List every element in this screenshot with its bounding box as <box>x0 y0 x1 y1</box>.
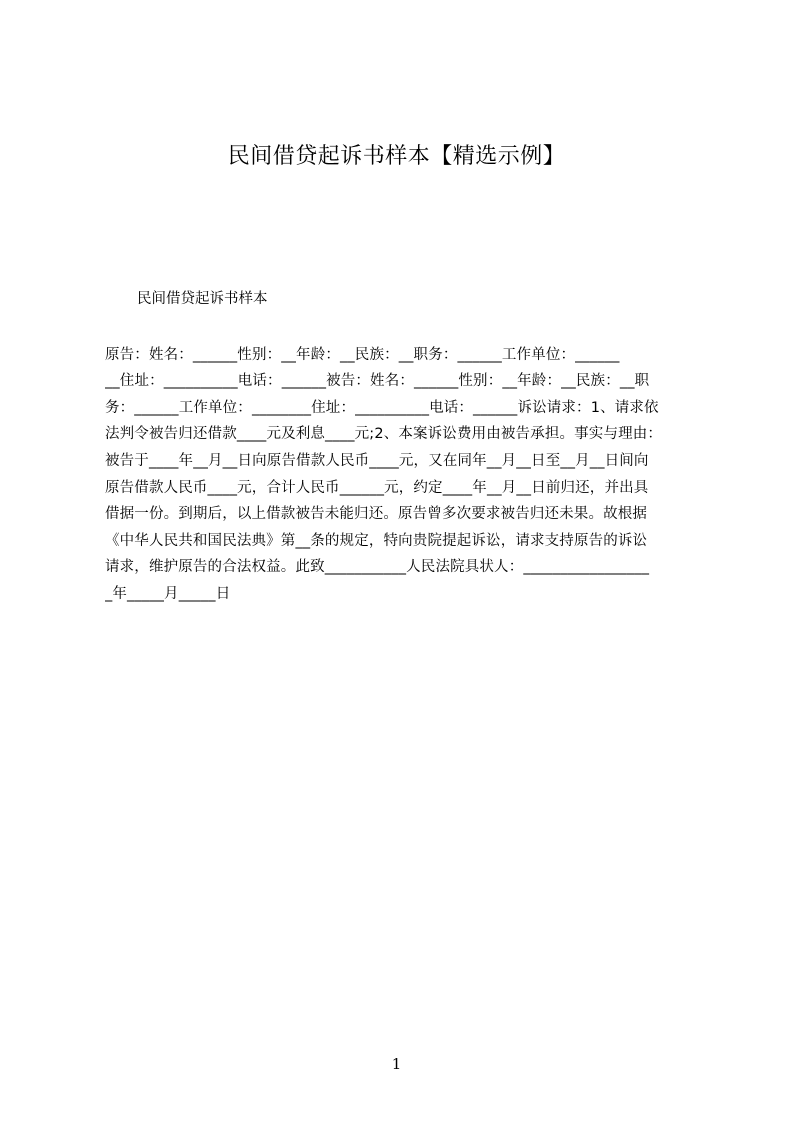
body-line: __住址：__________电话：______被告：姓名：______性别：__年龄：__民族：__职 <box>105 373 650 389</box>
body-line: 借据一份。到期后，以上借款被告未能归还。原告曾多次要求被告归还未果。故根据 <box>105 506 648 522</box>
body-line: _年_____月_____日 <box>105 586 231 602</box>
document-title: 民间借贷起诉书样本【精选示例】 <box>227 144 566 169</box>
document-subtitle: 民间借贷起诉书样本 <box>137 291 268 307</box>
page-number: 1 <box>391 1055 402 1073</box>
body-line: 法判令被告归还借款____元及利息____元;2、本案诉讼费用由被告承担。事实与理由： <box>105 426 663 442</box>
body-line: 务：______工作单位：________住址：__________电话：______诉讼请求：1、请求依 <box>105 400 659 416</box>
body-line: 《中华人民共和国民法典》第__条的规定，特向贵院提起诉讼，请求支持原告的诉讼 <box>105 533 648 549</box>
body-line: 原告：姓名：______性别：__年龄：__民族：__职务：______工作单位：______ <box>105 347 620 363</box>
body-line: 被告于____年__月__日向原告借款人民币____元，又在同年__月__日至__月__日间向 <box>105 453 649 469</box>
document-body <box>105 0 695 1122</box>
body-line: 请求，维护原告的合法权益。此致___________人民法院具状人：_________________ <box>105 559 650 575</box>
body-line: 原告借款人民币____元，合计人民币______元，约定____年__月__日前归还，并出具 <box>105 480 649 496</box>
